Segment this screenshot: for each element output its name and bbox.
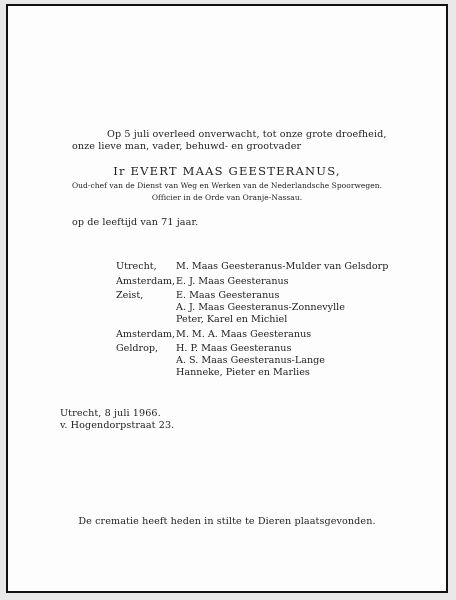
family-row: [116, 302, 436, 314]
family-person: A. J. Maas Geesteranus-Zonnevylle: [176, 302, 345, 313]
announcement-card: [6, 4, 448, 593]
family-row: [116, 276, 436, 288]
family-person: Hanneke, Pieter en Marlies: [176, 367, 310, 378]
family-person: M. Maas Geesteranus-Mulder van Gelsdorp: [176, 261, 389, 272]
family-person: Peter, Karel en Michiel: [176, 314, 288, 325]
family-person: E. Maas Geesteranus: [176, 290, 280, 301]
deceased-title-2: Officier in de Orde van Oranje-Nassau.: [151, 193, 303, 202]
family-place: Geldrop,: [116, 343, 159, 354]
family-person: E. J. Maas Geesteranus: [176, 275, 289, 287]
family-list: [116, 261, 436, 379]
deceased-title-1: Oud-chef van de Dienst van Weg en Werken van de Nederlandsche Spoorwegen.: [71, 181, 383, 190]
family-row: [116, 367, 436, 379]
family-person: A. S. Maas Geesteranus-Lange: [176, 355, 325, 366]
family-person: H. P. Maas Geesteranus: [176, 343, 292, 354]
family-row: [116, 329, 436, 341]
family-row: [116, 343, 436, 355]
family-row: [116, 261, 436, 273]
family-place: Zeist,: [116, 290, 144, 301]
deceased-name: Ir EVERT MAAS GEESTERANUS,: [113, 164, 341, 178]
family-row: [116, 314, 436, 326]
family-place: Utrecht,: [116, 261, 157, 272]
address-date: Utrecht, 8 juli 1966.: [60, 408, 161, 419]
family-person: M. M. A. Maas Geesteranus: [176, 328, 312, 340]
family-row: [116, 355, 436, 367]
family-place: Amsterdam,: [116, 275, 176, 287]
age-line: op de leeftijd van 71 jaar.: [72, 217, 199, 228]
intro-line-2: onze lieve man, vader, behuwd- en grootvader: [72, 141, 302, 152]
address-street: v. Hogendorpstraat 23.: [60, 420, 175, 431]
intro-line-1: Op 5 juli overleed onverwacht, tot onze grote droefheid,: [107, 129, 387, 140]
cremation-notice: De crematie heeft heden in stilte te Dieren plaatsgevonden.: [78, 516, 376, 527]
family-place: Amsterdam,: [116, 328, 176, 340]
family-row: [116, 290, 436, 302]
